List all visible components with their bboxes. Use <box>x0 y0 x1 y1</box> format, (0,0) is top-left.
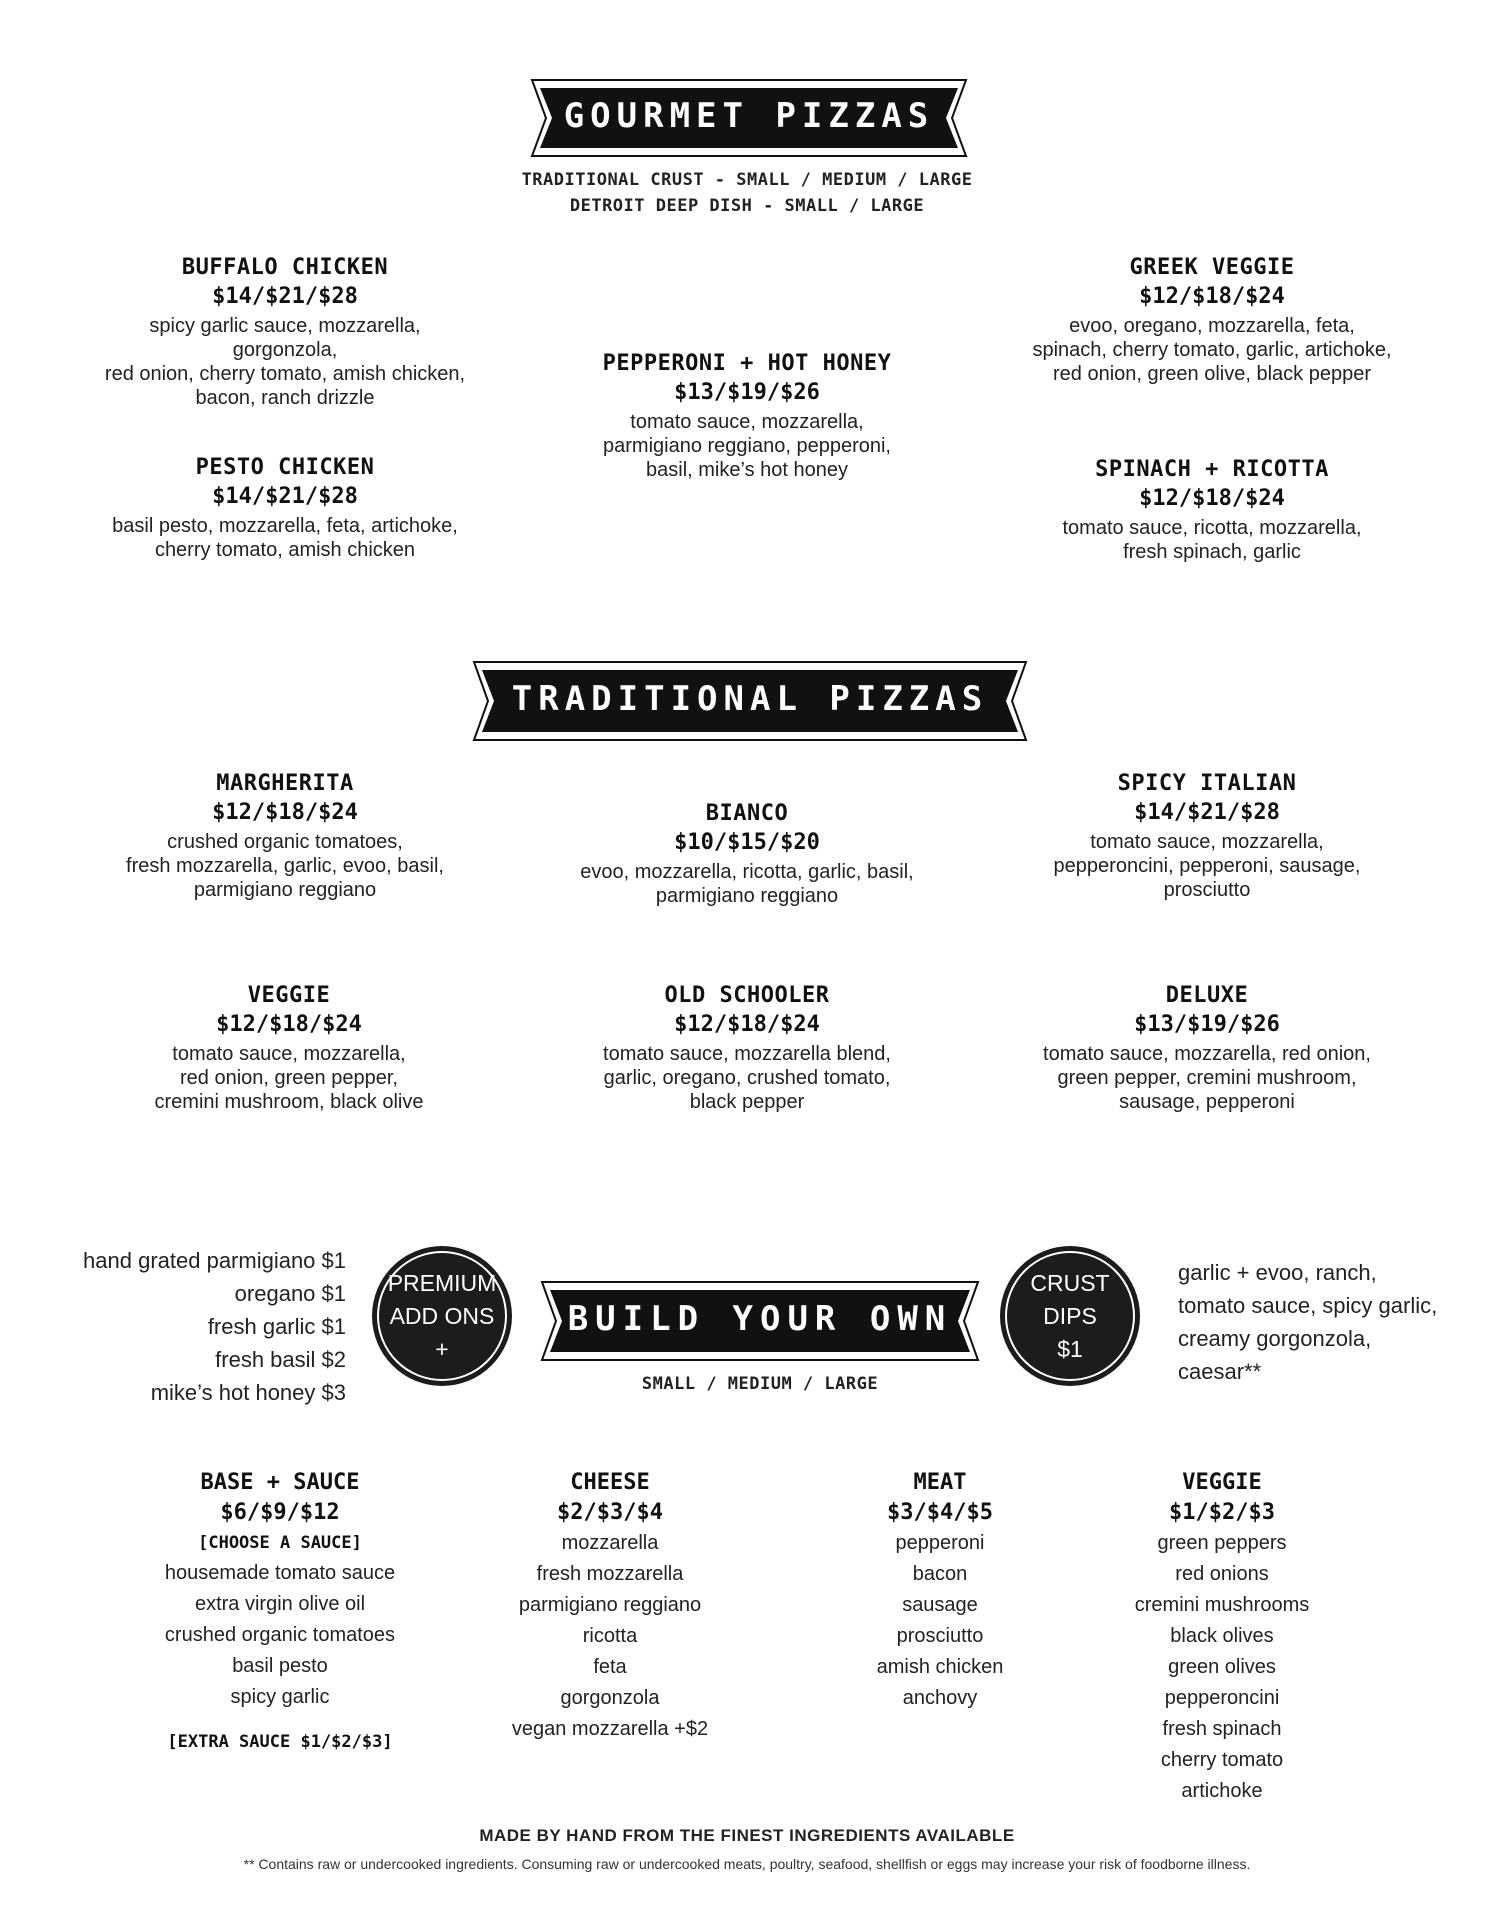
gourmet-title: GOURMET PIZZAS <box>563 96 935 136</box>
badge-line: PREMIUM <box>387 1269 497 1296</box>
badge-line: $1 <box>1057 1335 1083 1362</box>
footer-tagline: MADE BY HAND FROM THE FINEST INGREDIENTS AVAILABLE <box>479 1826 1015 1845</box>
dip-item: garlic + evoo, ranch, <box>1178 1260 1377 1285</box>
addon-item: fresh basil $2 <box>215 1347 346 1372</box>
premium-addons-list <box>40 1244 346 1409</box>
item-price: $12/$18/$24 <box>216 1012 362 1037</box>
item-desc: tomato sauce, mozzarella, red onion, green pepper, cremini mushroom, sausage, pepperoni <box>1043 1043 1371 1113</box>
gourmet-banner <box>530 78 968 158</box>
build-col-veggie <box>1072 1468 1372 1807</box>
item-price: $10/$15/$20 <box>674 830 820 855</box>
item-desc: tomato sauce, mozzarella, parmigiano reggiano, pepperoni, basil, mike’s hot honey <box>603 411 891 481</box>
item-price: $14/$21/$28 <box>1134 800 1280 825</box>
item-name: MARGHERITA <box>216 771 354 796</box>
traditional-title: TRADITIONAL PIZZAS <box>511 679 989 719</box>
item-desc: tomato sauce, mozzarella, red onion, green pepper, cremini mushroom, black olive <box>154 1043 424 1113</box>
badge-line: DIPS <box>1043 1302 1097 1329</box>
item-price: $12/$18/$24 <box>212 800 358 825</box>
item-price: $13/$19/$26 <box>1134 1012 1280 1037</box>
item-desc: spicy garlic sauce, mozzarella, gorgonzola, red onion, cherry tomato, amish chicken, bacon, ranch drizzle <box>104 315 466 409</box>
item-desc: tomato sauce, mozzarella, pepperoncini, pepperoni, sausage, prosciutto <box>1053 831 1361 901</box>
col-price: $2/$3/$4 <box>557 1500 663 1525</box>
dip-item: tomato sauce, spicy garlic, <box>1178 1293 1438 1318</box>
badge-ring <box>1005 1251 1135 1381</box>
menu-item-pesto-chicken <box>95 454 475 562</box>
menu-item-pepperoni-hot-honey <box>557 350 937 482</box>
addon-item: mike’s hot honey $3 <box>150 1380 346 1405</box>
item-desc: evoo, oregano, mozzarella, feta, spinach, cherry tomato, garlic, artichoke, red onion, green olive, black pepper <box>1032 315 1392 385</box>
col-list: pepperoni bacon sausage prosciutto amish chicken anchovy <box>876 1532 1004 1709</box>
col-note: [CHOOSE A SAUCE] <box>198 1533 362 1553</box>
col-name: BASE + SAUCE <box>200 1470 360 1495</box>
badge-line: CRUST <box>1030 1269 1110 1296</box>
item-desc: tomato sauce, mozzarella blend, garlic, oregano, crushed tomato, black pepper <box>603 1043 891 1113</box>
item-desc: evoo, mozzarella, ricotta, garlic, basil, parmigiano reggiano <box>580 861 914 907</box>
col-price: $3/$4/$5 <box>887 1500 993 1525</box>
col-list: green peppers red onions cremini mushrooms black olives green olives pepperoncini fresh spinach cherry tomato artichoke <box>1134 1532 1310 1802</box>
item-name: SPINACH + RICOTTA <box>1095 457 1329 482</box>
dip-item: caesar** <box>1178 1359 1262 1384</box>
col-price: $1/$2/$3 <box>1169 1500 1275 1525</box>
build-title: BUILD YOUR OWN <box>567 1299 953 1339</box>
menu-item-spicy-italian <box>1017 770 1397 902</box>
menu-item-buffalo-chicken <box>95 254 475 410</box>
menu-item-greek-veggie <box>1012 254 1412 386</box>
premium-addons-badge <box>372 1246 512 1386</box>
item-name: BIANCO <box>705 801 789 826</box>
item-price: $14/$21/$28 <box>212 484 358 509</box>
gourmet-crust-line1: TRADITIONAL CRUST - SMALL / MEDIUM / LARGE <box>521 170 973 190</box>
crust-dips-list <box>1178 1256 1478 1388</box>
col-extra-note: [EXTRA SAUCE $1/$2/$3] <box>167 1732 393 1752</box>
col-price: $6/$9/$12 <box>220 1500 340 1525</box>
item-name: BUFFALO CHICKEN <box>181 255 389 280</box>
item-name: PEPPERONI + HOT HONEY <box>602 351 892 376</box>
addon-item: hand grated parmigiano $1 <box>83 1248 346 1273</box>
build-col-base-sauce <box>130 1468 430 1757</box>
badge-ring <box>377 1251 507 1381</box>
traditional-banner <box>472 660 1028 742</box>
menu-item-spinach-ricotta <box>1022 456 1402 564</box>
item-name: OLD SCHOOLER <box>664 983 830 1008</box>
addon-item: fresh garlic $1 <box>207 1314 346 1339</box>
menu-item-deluxe <box>1017 982 1397 1114</box>
col-list: housemade tomato sauce extra virgin olive oil crushed organic tomatoes basil pesto spicy garlic <box>164 1562 396 1708</box>
dip-item: creamy gorgonzola, <box>1178 1326 1372 1351</box>
col-name: MEAT <box>913 1470 967 1495</box>
build-col-meat <box>790 1468 1090 1714</box>
item-name: VEGGIE <box>247 983 331 1008</box>
menu-item-old-schooler <box>557 982 937 1114</box>
item-name: PESTO CHICKEN <box>195 455 375 480</box>
item-name: GREEK VEGGIE <box>1129 255 1295 280</box>
footer-disclaimer: ** Contains raw or undercooked ingredients. Consuming raw or undercooked meats, poultry, seafood, shellfish or eggs may increase your risk of foodborne illness. <box>243 1856 1251 1872</box>
item-price: $12/$18/$24 <box>1139 486 1285 511</box>
item-name: SPICY ITALIAN <box>1117 771 1297 796</box>
build-banner <box>540 1280 980 1362</box>
addon-item: oregano $1 <box>234 1281 346 1306</box>
crust-dips-badge <box>1000 1246 1140 1386</box>
menu-item-margherita <box>95 770 475 902</box>
item-desc: tomato sauce, ricotta, mozzarella, fresh spinach, garlic <box>1062 517 1362 563</box>
menu-item-bianco <box>557 800 937 908</box>
col-name: VEGGIE <box>1182 1470 1262 1495</box>
item-desc: basil pesto, mozzarella, feta, artichoke, cherry tomato, amish chicken <box>112 515 458 561</box>
menu-item-veggie <box>99 982 479 1114</box>
col-list: mozzarella fresh mozzarella parmigiano reggiano ricotta feta gorgonzola vegan mozzarella +$2 <box>511 1532 709 1740</box>
item-name: DELUXE <box>1165 983 1249 1008</box>
badge-line: ADD ONS <box>389 1302 495 1329</box>
item-price: $13/$19/$26 <box>674 380 820 405</box>
item-price: $14/$21/$28 <box>212 284 358 309</box>
item-desc: crushed organic tomatoes, fresh mozzarella, garlic, evoo, basil, parmigiano reggiano <box>126 831 444 901</box>
badge-line: + <box>435 1335 449 1362</box>
item-price: $12/$18/$24 <box>1139 284 1285 309</box>
col-name: CHEESE <box>570 1470 650 1495</box>
gourmet-crust-line2: DETROIT DEEP DISH - SMALL / LARGE <box>569 196 925 216</box>
item-price: $12/$18/$24 <box>674 1012 820 1037</box>
build-sizes: SMALL / MEDIUM / LARGE <box>641 1374 879 1394</box>
build-col-cheese <box>460 1468 760 1745</box>
